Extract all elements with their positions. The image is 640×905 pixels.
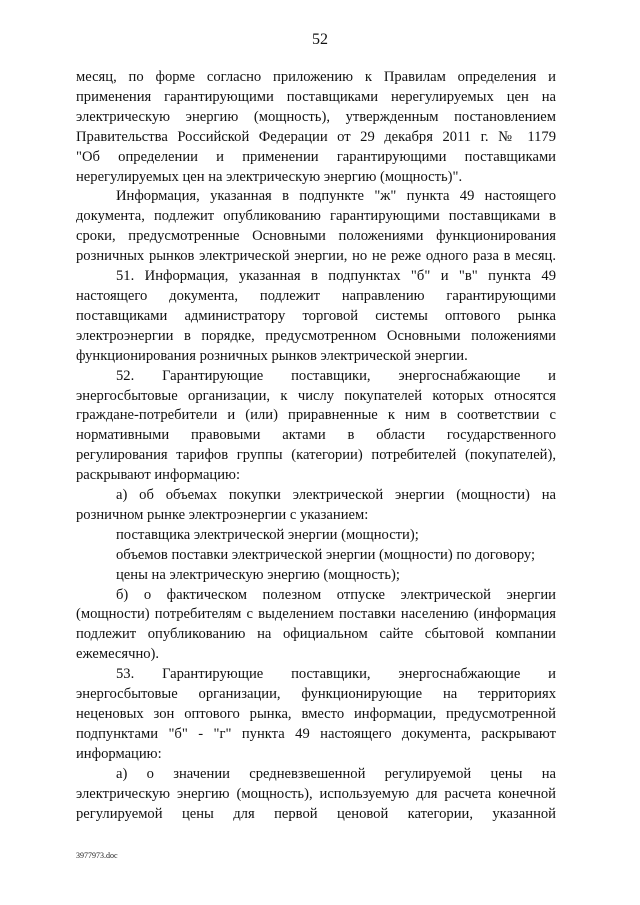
list-item: цены на электрическую энергию (мощность); <box>116 566 400 583</box>
text-line: документа, подлежит опубликованию гарантирующими поставщиками в <box>76 208 556 225</box>
text-line: применения гарантирующими поставщиками нерегулируемых цен на <box>76 88 556 105</box>
list-item: объемов поставки электрической энергии (мощности) по договору; <box>116 546 536 563</box>
paragraph-info-publication <box>76 187 556 267</box>
paragraph-subitem-b <box>76 586 556 666</box>
text-line: розничных рынков электрической энергии, но не реже одного раза в месяц. <box>76 248 556 265</box>
text-line: розничном рынке электроэнергии с указанием: <box>76 506 369 523</box>
text-line: Правительства Российской Федерации от 29 декабря 2011 г. № 1179 <box>76 128 556 145</box>
text-line: настоящего документа, подлежит направлению гарантирующими <box>76 287 556 304</box>
paragraph-item-51 <box>76 267 556 367</box>
paragraph-item-53-subitem-a <box>76 765 556 825</box>
text-line: энергосбытовые организации, к числу покупателей которых относятся <box>76 387 556 404</box>
page-number: 52 <box>312 31 328 48</box>
paragraph-subitem-a <box>76 486 556 526</box>
text-line: нерегулируемых цен на электрическую энергию (мощность)". <box>76 168 463 185</box>
footer-filename: 3977973.doc <box>76 851 118 860</box>
text-line: ежемесячно). <box>76 646 160 663</box>
text-line: электроэнергии в порядке, предусмотренном Основными положениями <box>76 327 556 344</box>
text-line: (мощности) потребителям с выделением поставки населению (информация <box>76 606 556 623</box>
text-line: электрическую энергию (мощность), утвержденным постановлением <box>76 108 556 125</box>
text-line: граждане-потребители и (или) приравненные к ним в соответствии с <box>76 407 556 424</box>
text-line: регулирования тарифов группы (категории) потребителей (покупателей), <box>76 447 556 464</box>
document-body <box>76 68 556 824</box>
text-line: 51. Информация, указанная в подпунктах "б" и "в" пункта 49 <box>116 268 556 285</box>
text-line: "Об определении и применении гарантирующими поставщиками <box>76 148 556 165</box>
text-line: функционирования розничных рынков электрической энергии. <box>76 347 468 364</box>
text-line: а) об объемах покупки электрической энергии (мощности) на <box>116 487 556 504</box>
text-line: электрическую энергию (мощность), используемую для расчета конечной <box>76 785 556 802</box>
text-line: 52. Гарантирующие поставщики, энергоснабжающие и <box>116 367 556 384</box>
text-line: сроки, предусмотренные Основными положениями функционирования <box>76 228 556 245</box>
text-line: энергосбытовые организации, функционирующие на территориях <box>76 686 556 703</box>
text-line: раскрывают информацию: <box>76 467 240 484</box>
text-line: неценовых зон оптового рынка, вместо информации, предусмотренной <box>76 706 556 722</box>
text-line: нормативными правовыми актами в области государственного <box>76 427 556 444</box>
text-line: подлежит опубликованию на официальном сайте сбытовой компании <box>76 626 556 643</box>
paragraph-list <box>76 526 556 586</box>
paragraph-item-52 <box>76 367 556 486</box>
list-item: поставщика электрической энергии (мощности); <box>116 526 419 543</box>
text-line: регулируемой цены для первой ценовой категории, указанной <box>76 805 556 822</box>
text-line: месяц, по форме согласно приложению к Правилам определения и <box>76 69 556 85</box>
paragraph-continuation <box>76 68 556 187</box>
text-line: информацию: <box>76 745 162 762</box>
text-line: а) о значении средневзвешенной регулируемой цены на <box>116 765 556 782</box>
paragraph-item-53 <box>76 665 556 765</box>
text-line: б) о фактическом полезном отпуске электрической энергии <box>116 586 556 603</box>
text-line: Информация, указанная в подпункте "ж" пункта 49 настоящего <box>116 188 556 205</box>
text-line: поставщиками администратору торговой системы оптового рынка <box>76 307 556 324</box>
text-line: 53. Гарантирующие поставщики, энергоснабжающие и <box>116 666 556 683</box>
text-line: подпунктами "б" - "г" пункта 49 настоящего документа, раскрывают <box>76 725 556 742</box>
